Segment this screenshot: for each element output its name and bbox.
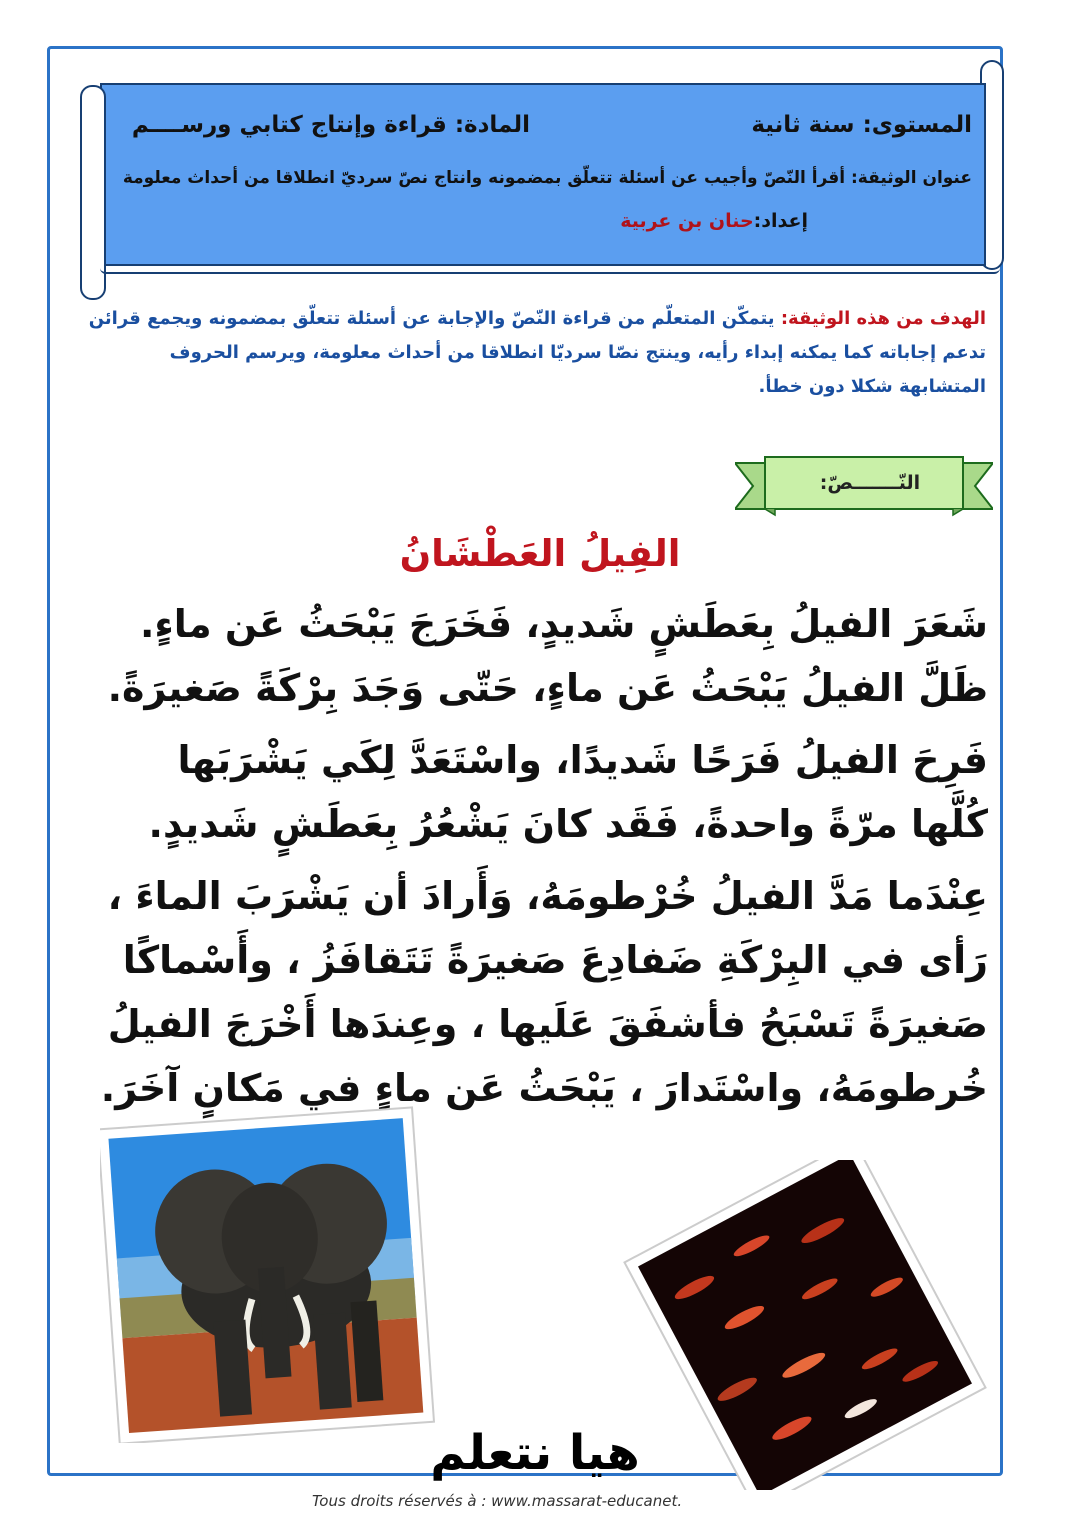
story-title: الفِيلُ العَطْشَانُ — [399, 532, 681, 575]
author-value: حنان بن عربية — [620, 210, 754, 232]
subject-value: قراءة وإنتاج كتابي ورســــم — [131, 112, 447, 138]
story-paragraph: شَعَرَ الفيلُ بِعَطَشٍ شَديدٍ، فَخَرَجَ يَبْحَثُ عَن ماءٍ. ظَلَّ الفيلُ يَبْحَثُ عَن ماءٍ، حَتّى وَجَدَ بِرْكَةً صَغيرَةً. — [107, 602, 988, 710]
level-label: المستوى: — [862, 112, 972, 138]
document-title — [123, 168, 972, 188]
subject-info — [132, 112, 530, 138]
author-info — [620, 210, 808, 232]
subject-label: المادة: — [454, 112, 530, 138]
story-paragraph: فَرِحَ الفيلُ فَرَحًا شَديدًا، واسْتَعَدَّ لِكَي يَشْرَبَها كُلَّها مرّةً واحدةً، فَقَد كانَ يَشْعُرُ بِعَطَشٍ شَديدٍ. — [148, 738, 988, 846]
author-label: إعداد: — [753, 210, 808, 232]
elephant-photo — [100, 1098, 435, 1443]
level-value: سنة ثانية — [751, 112, 855, 138]
level-info — [751, 112, 972, 138]
doc-title-value: أقرأ النّصّ وأجيب عن أسئلة تتعلّق بمضمونه وانتاج نصّ سرديّ انطلاقا من أحداث معلومة — [122, 168, 846, 188]
doc-title-label: عنوان الوثيقة: — [850, 168, 972, 188]
banner-bottom-edge — [100, 262, 1000, 274]
story-paragraph: عِنْدَما مَدَّ الفيلُ خُرْطومَهُ، وَأَرادَ أن يَشْرَبَ الماءَ ، رَأى في البِرْكَةِ ضَفادِعَ صَغيرَةً تَتَقافَزُ ، وأَسْماكًا صَغيرَةً تَسْبَحُ فأشفَقَ عَلَيها ، وعِندَها أَخْرَجَ الفيلُ خُرطومَهُ، واسْتَدارَ ، يَبْحَثُ عَن ماءٍ في مَكانٍ آخَرَ. — [100, 874, 988, 1110]
copyright-credit: Tous droits réservés à : www.massarat-educanet. — [312, 1492, 683, 1510]
objective-label: الهدف من هذه الوثيقة: — [780, 308, 986, 329]
ribbon-label: النّـــــــصّ: — [819, 472, 921, 494]
footer-slogan: هيا نتعلم — [430, 1425, 640, 1481]
objective-text: يتمكّن المتعلّم من قراءة النّصّ والإجابة عن أسئلة تتعلّق بمضمونه ويجمع قرائن تدعم إجاباته كما يمكنه إبداء رأيه، وينتج نصّا سرديّا انطلاقا من أحداث معلومة، ويرسم الحروف المتشابهة شكلا دون خطأ. — [88, 308, 986, 397]
objective-paragraph — [86, 302, 986, 404]
story-text — [88, 592, 988, 1128]
